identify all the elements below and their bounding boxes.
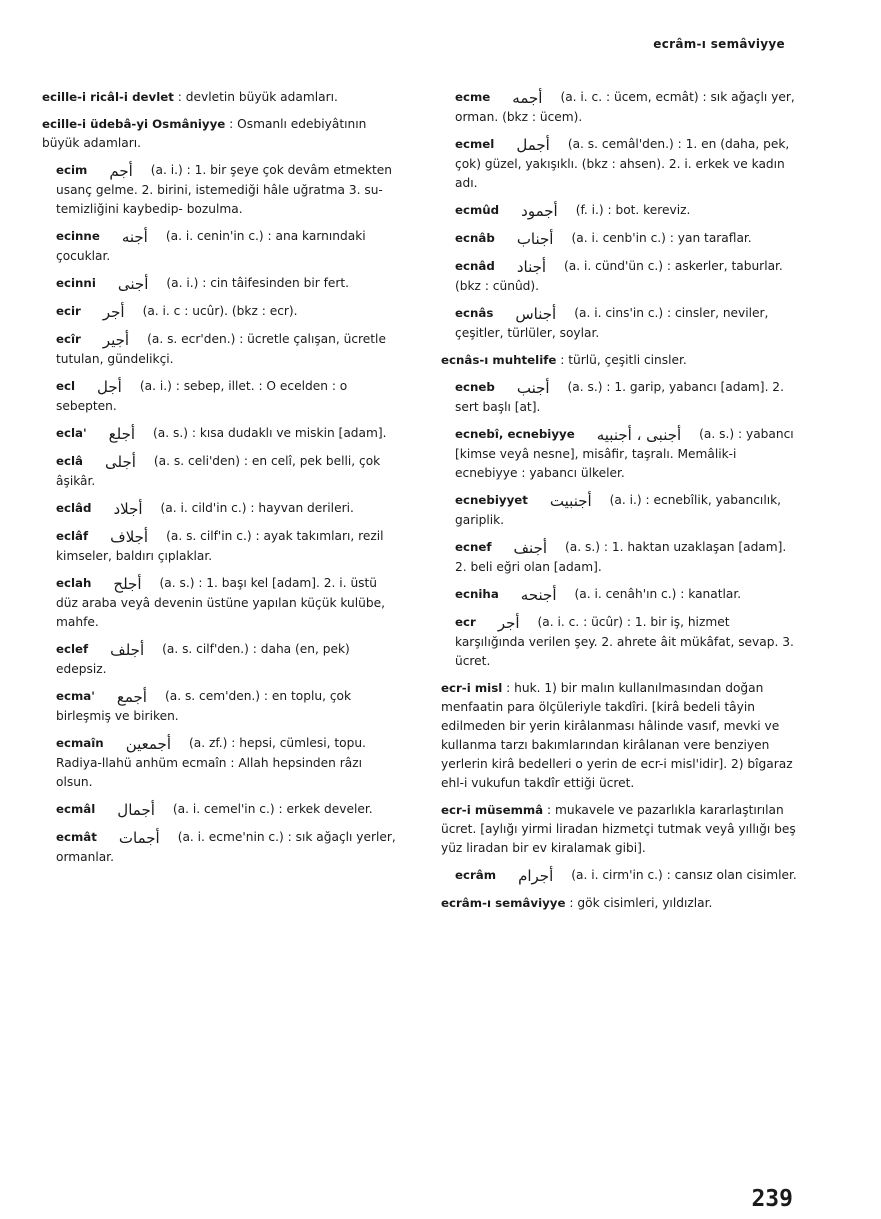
headword: ecme (455, 90, 491, 104)
arabic-script: أجلاد (113, 500, 143, 518)
definition: (a. i. cirm'in c.) : cansız olan cisimler. (571, 868, 797, 882)
arabic-script: أجلع (108, 425, 136, 443)
definition: : huk. 1) bir malın kullanılmasından doğan menfaatin para ölçüleriyle takdîri. [kirâ bedeli tâyin edilmeden bir yerin kirâlanması hâlinde vasıf, mevki ve kullanma tarzı bakımlarından kirâlanan vere benziyen yerlerin kirâ bedelleri o yerin de ecr-i misl'idir]. 2) bîgaraz ehl-i vukufun takdîr ettiği ücret. (441, 681, 793, 790)
dictionary-entry (22, 800, 398, 820)
headword: ecîr (56, 332, 81, 346)
dictionary-entry (421, 585, 799, 605)
running-header: ecrâm-ı semâviyye (653, 37, 785, 51)
definition: (a. i.) : cin tâifesinden bir fert. (166, 276, 350, 290)
definition: (a. s. cilf'den.) : daha (en, pek) edepsiz. (56, 642, 350, 676)
headword: ecnef (455, 540, 492, 554)
arabic-script: أجرام (518, 867, 554, 885)
headword: ecnâs (455, 306, 494, 320)
arabic-script: أجنحه (520, 586, 557, 604)
dictionary-entry (421, 304, 799, 343)
dictionary-entry (421, 491, 799, 530)
headword: eclah (56, 576, 92, 590)
headword: eclâ (56, 454, 83, 468)
dictionary-entry (421, 538, 799, 577)
headword: ecr (455, 615, 476, 629)
left-column (22, 88, 398, 875)
arabic-script: أجناد (516, 258, 547, 276)
headword: ecmât (56, 830, 97, 844)
headword: eclâd (56, 501, 92, 515)
definition: (a. s.) : 1. başı kel [adam]. 2. i. üstü düz araba veyâ devenin üstüne yapılan küçük kulübe, mahfe. (56, 576, 385, 629)
dictionary-entry (22, 574, 398, 632)
dictionary-entry (22, 687, 398, 726)
definition: (a. i. ecme'nin c.) : sık ağaçlı yerler, ormanlar. (56, 830, 396, 864)
definition: (a. i. cenâh'ın c.) : kanatlar. (574, 587, 742, 601)
definition: (a. i. cünd'ün c.) : askerler, taburlar. (bkz : cünûd). (455, 259, 783, 293)
headword: ecniha (455, 587, 499, 601)
arabic-script: أجنه (121, 228, 148, 246)
dictionary-entry (22, 302, 398, 322)
arabic-script: أجنبيت (549, 492, 592, 510)
headword: ecnâs-ı muhtelife (441, 353, 557, 367)
arabic-script: أجل (97, 378, 122, 396)
definition: (a. s. cemâl'den.) : 1. en (daha, pek, çok) güzel, yakışıklı. (bkz : ahsen). 2. i. erkek ve kadın adı. (455, 137, 790, 190)
arabic-script: أجلى (105, 453, 136, 471)
definition: (a. s.) : yabancı [kimse veyâ nesne], misâfir, taşralı. Memâlik-i ecnebiyye : yabancı ülkeler. (455, 427, 794, 480)
headword: eclâf (56, 529, 89, 543)
dictionary-entry (22, 161, 398, 219)
definition: (a. s.) : 1. garip, yabancı [adam]. 2. sert başlı [at]. (455, 380, 784, 414)
arabic-script: أجمع (116, 688, 147, 706)
headword: ecla' (56, 426, 87, 440)
definition: (a. i. c. : ücem, ecmât) : sık ağaçlı yer, orman. (bkz : ücem). (455, 90, 795, 124)
arabic-script: أجمل (516, 136, 550, 154)
dictionary-entry (421, 257, 799, 296)
dictionary-entry (22, 377, 398, 416)
definition: : Osmanlı edebiyâtının büyük adamları. (42, 117, 367, 150)
definition: : gök cisimleri, yıldızlar. (565, 896, 713, 910)
dictionary-entry (421, 201, 799, 221)
definition: (a. s. celi'den) : en celî, pek belli, çok âşikâr. (56, 454, 381, 488)
arabic-script: أجر (497, 614, 520, 632)
dictionary-entry (22, 424, 398, 444)
definition: (a. s.) : kısa dudaklı ve miskin [adam]. (153, 426, 387, 440)
dictionary-entry (421, 613, 799, 671)
headword: ecrâm (455, 868, 497, 882)
headword: ecrâm-ı semâviyye (441, 896, 566, 910)
arabic-script: أجلح (113, 575, 142, 593)
page-number: 239 (751, 1186, 793, 1212)
definition: (a. s.) : 1. haktan uzaklaşan [adam]. 2. beli eğri olan [adam]. (455, 540, 787, 574)
arabic-script: أجمود (521, 202, 558, 220)
headword: ecneb (455, 380, 495, 394)
right-column (421, 88, 799, 921)
definition: : devletin büyük adamları. (173, 90, 338, 104)
arabic-script: أجناب (516, 230, 554, 248)
headword: ecmaîn (56, 736, 104, 750)
headword: ecir (56, 304, 81, 318)
dictionary-entry (421, 801, 799, 858)
headword: ecille-i üdebâ-yi Osmâniyye (42, 117, 226, 131)
arabic-script: أجمال (117, 801, 155, 819)
headword: ecma' (56, 689, 95, 703)
definition: (a. zf.) : hepsi, cümlesi, topu. Radiya-llahü anhüm ecmaîn : Allah hepsinden râzı olsun. (56, 736, 366, 789)
definition: (a. i. cins'in c.) : cinsler, neviler, çeşitler, türlüler, soylar. (455, 306, 769, 340)
arabic-script: أجمه (512, 89, 543, 107)
headword: eclef (56, 642, 89, 656)
dictionary-entry (22, 227, 398, 266)
dictionary-entry (421, 229, 799, 249)
headword: ecr-i misl (441, 681, 503, 695)
dictionary-entry (22, 274, 398, 294)
dictionary-entry (22, 527, 398, 566)
dictionary-entry (22, 330, 398, 369)
headword: ecinne (56, 229, 100, 243)
headword: ecim (56, 163, 88, 177)
dictionary-entry (22, 499, 398, 519)
headword: ecnebiyyet (455, 493, 528, 507)
dictionary-entry (421, 88, 799, 127)
dictionary-entry (421, 351, 799, 370)
headword: ecnebî, ecnebiyye (455, 427, 575, 441)
definition: (a. i.) : ecnebîlik, yabancılık, gariplik. (455, 493, 782, 527)
definition: (a. s. cilf'in c.) : ayak takımları, rezil kimseler, baldırı çıplaklar. (56, 529, 384, 563)
definition: (a. i.) : sebep, illet. : O ecelden : o sebepten. (56, 379, 348, 413)
dictionary-entry (22, 640, 398, 679)
definition: (f. i.) : bot. kereviz. (575, 203, 691, 217)
definition: (a. i. c. : ücûr) : 1. bir iş, hizmet karşılığında verilen şey. 2. ahrete âit mükâfat, sevap. 3. ücret. (455, 615, 794, 668)
headword: ecmûd (455, 203, 500, 217)
definition: : türlü, çeşitli cinsler. (556, 353, 687, 367)
definition: (a. i. cenb'in c.) : yan taraflar. (571, 231, 752, 245)
headword: ecmel (455, 137, 495, 151)
headword: ecinni (56, 276, 96, 290)
dictionary-entry (22, 115, 398, 153)
arabic-script: أجلاف (110, 528, 149, 546)
arabic-script: أجر (102, 303, 125, 321)
arabic-script: أجمعين (125, 735, 171, 753)
definition: (a. i.) : 1. bir şeye çok devâm etmekten usanç gelme. 2. birini, istemediği hâle uğratma 3. su-temizliğini kaybedip- bozulma. (56, 163, 393, 216)
dictionary-entry (22, 88, 398, 107)
dictionary-entry (421, 866, 799, 886)
dictionary-entry (421, 135, 799, 193)
arabic-script: أجنى (117, 275, 149, 293)
headword: ecille-i ricâl-i devlet (42, 90, 174, 104)
definition: (a. i. cenin'in c.) : ana karnındaki çocuklar. (56, 229, 366, 263)
arabic-script: أجنب (516, 379, 550, 397)
dictionary-entry (421, 378, 799, 417)
definition: (a. s. ecr'den.) : ücretle çalışan, ücretle tutulan, gündelikçi. (56, 332, 386, 366)
definition: : mukavele ve pazarlıkla kararlaştırılan ücret. [aylığı yirmi liradan hizmetçi tutmak veyâ yıllığı beş yüz liradan bir ev kiralamak gibi]. (441, 803, 796, 855)
definition: (a. i. c : ucûr). (bkz : ecr). (142, 304, 298, 318)
definition: (a. i. cild'in c.) : hayvan derileri. (160, 501, 354, 515)
headword: ecnâd (455, 259, 495, 273)
definition: (a. i. cemel'in c.) : erkek develer. (172, 802, 373, 816)
arabic-script: أجنبى ، أجنبيه (596, 426, 682, 444)
arabic-script: أجناس (515, 305, 557, 323)
dictionary-entry (22, 828, 398, 867)
headword: ecl (56, 379, 76, 393)
dictionary-entry (22, 734, 398, 792)
arabic-script: أجلف (110, 641, 145, 659)
dictionary-entry (421, 894, 799, 913)
definition: (a. s. cem'den.) : en toplu, çok birleşmiş ve biriken. (56, 689, 352, 723)
headword: ecnâb (455, 231, 495, 245)
dictionary-entry (22, 452, 398, 491)
arabic-script: أجنف (513, 539, 548, 557)
dictionary-entry (421, 679, 799, 793)
arabic-script: أجمات (118, 829, 160, 847)
dictionary-entry (421, 425, 799, 483)
arabic-script: أجم (109, 162, 133, 180)
headword: ecr-i müsemmâ (441, 803, 544, 817)
headword: ecmâl (56, 802, 96, 816)
arabic-script: أجير (102, 331, 130, 349)
